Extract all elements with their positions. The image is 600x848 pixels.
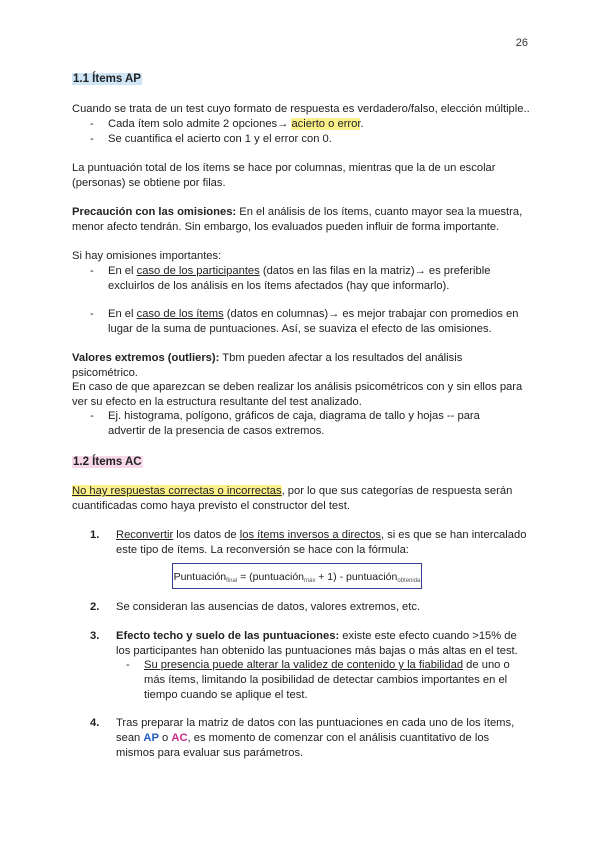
paragraph-omissions: Precaución con las omisiones: En el análisis de los ítems, cuanto mayor sea la muestra, menor afecto tendrán. Sin embargo, los evaluados pueden influir de forma importante.: [72, 206, 523, 233]
numbered-item-1: 1. Reconvertir los datos de los ítems inversos a directos, si es que se han intercalado este tipo de ítems. La reconversión se hace con la fórmula:: [90, 529, 527, 556]
numbered-item-2: 2. Se consideran las ausencias de datos, valores extremos, etc.: [90, 601, 421, 613]
intro-paragraph: Cuando se trata de un test cuyo formato de respuesta es verdadero/falso, elección múltiple..: [72, 103, 530, 115]
list-item: - Su presencia puede alterar la validez de contenido y la fiabilidad de uno o más ítems, limitando la posibilidad de detectar cambios importantes en el tiempo cuando se aplique el test.: [126, 659, 510, 701]
numbered-item-4: 4. Tras preparar la matriz de datos con las puntuaciones en cada uno de los ítems, sean AP o AC, es momento de comenzar con el análisis cuantitativo de los mismos para evaluar sus parámetros.: [90, 717, 515, 759]
heading-text: 1.1 Ítems AP: [73, 73, 141, 85]
paragraph-total-score: La puntuación total de los ítems se hace por columnas, mientras que la de un escolar (personas) se obtiene por filas.: [72, 162, 496, 189]
list-item: - Ej. histograma, polígono, gráficos de caja, diagrama de tallo y hojas -- para advertir de la presencia de casos extremos.: [90, 410, 480, 437]
paragraph-outliers-analysis: En caso de que aparezcan se deben realizar los análisis psicométricos con y sin ellos para ver su efecto en la estructura resultante del test analizado.: [72, 381, 523, 408]
list-item: - Cada ítem solo admite 2 opciones→ acierto o error.: [90, 118, 364, 130]
section-heading-items-ac: [72, 455, 143, 470]
paragraph-omissions-intro: Si hay omisiones importantes:: [72, 250, 222, 262]
paragraph-no-correct-answers: No hay respuestas correctas o incorrectas, por lo que sus categorías de respuesta serán cuantificadas como haya previsto el constructor del test.: [72, 485, 513, 512]
numbered-item-3: 3. Efecto techo y suelo de las puntuaciones: existe este efecto cuando >15% de los participantes han obtenido las puntuaciones más bajas o más altas en el test.: [90, 630, 518, 657]
formula-box: Puntuación$_{final}$ = (puntuación$_{máx}$ + 1) - puntuación$_{obtenida}$: [172, 563, 422, 589]
highlight-acierto-error: acierto o error: [291, 118, 361, 130]
highlight-no-correct: No hay respuestas correctas o incorrectas: [72, 485, 282, 497]
label-ap: AP: [143, 732, 159, 744]
label-ac: AC: [171, 732, 188, 744]
list-item: - Se cuantifica el acierto con 1 y el error con 0.: [90, 133, 332, 145]
section-heading-items-ap: [72, 72, 142, 87]
list-item: - En el caso de los participantes (datos en las filas en la matriz)→ es preferible excluirlos de los análisis en los ítems afectados (hay que informarlo).: [90, 265, 491, 292]
page-number: 26: [515, 37, 528, 49]
paragraph-outliers: Valores extremos (outliers): Tbm pueden afectar a los resultados del análisis psicométrico.: [72, 352, 463, 379]
heading-text: 1.2 Ítems AC: [73, 456, 142, 468]
list-item: - En el caso de los ítems (datos en columnas)→ es mejor trabajar con promedios en lugar de la suma de puntuaciones. Así, se suaviza el efecto de las omisiones.: [90, 308, 519, 335]
